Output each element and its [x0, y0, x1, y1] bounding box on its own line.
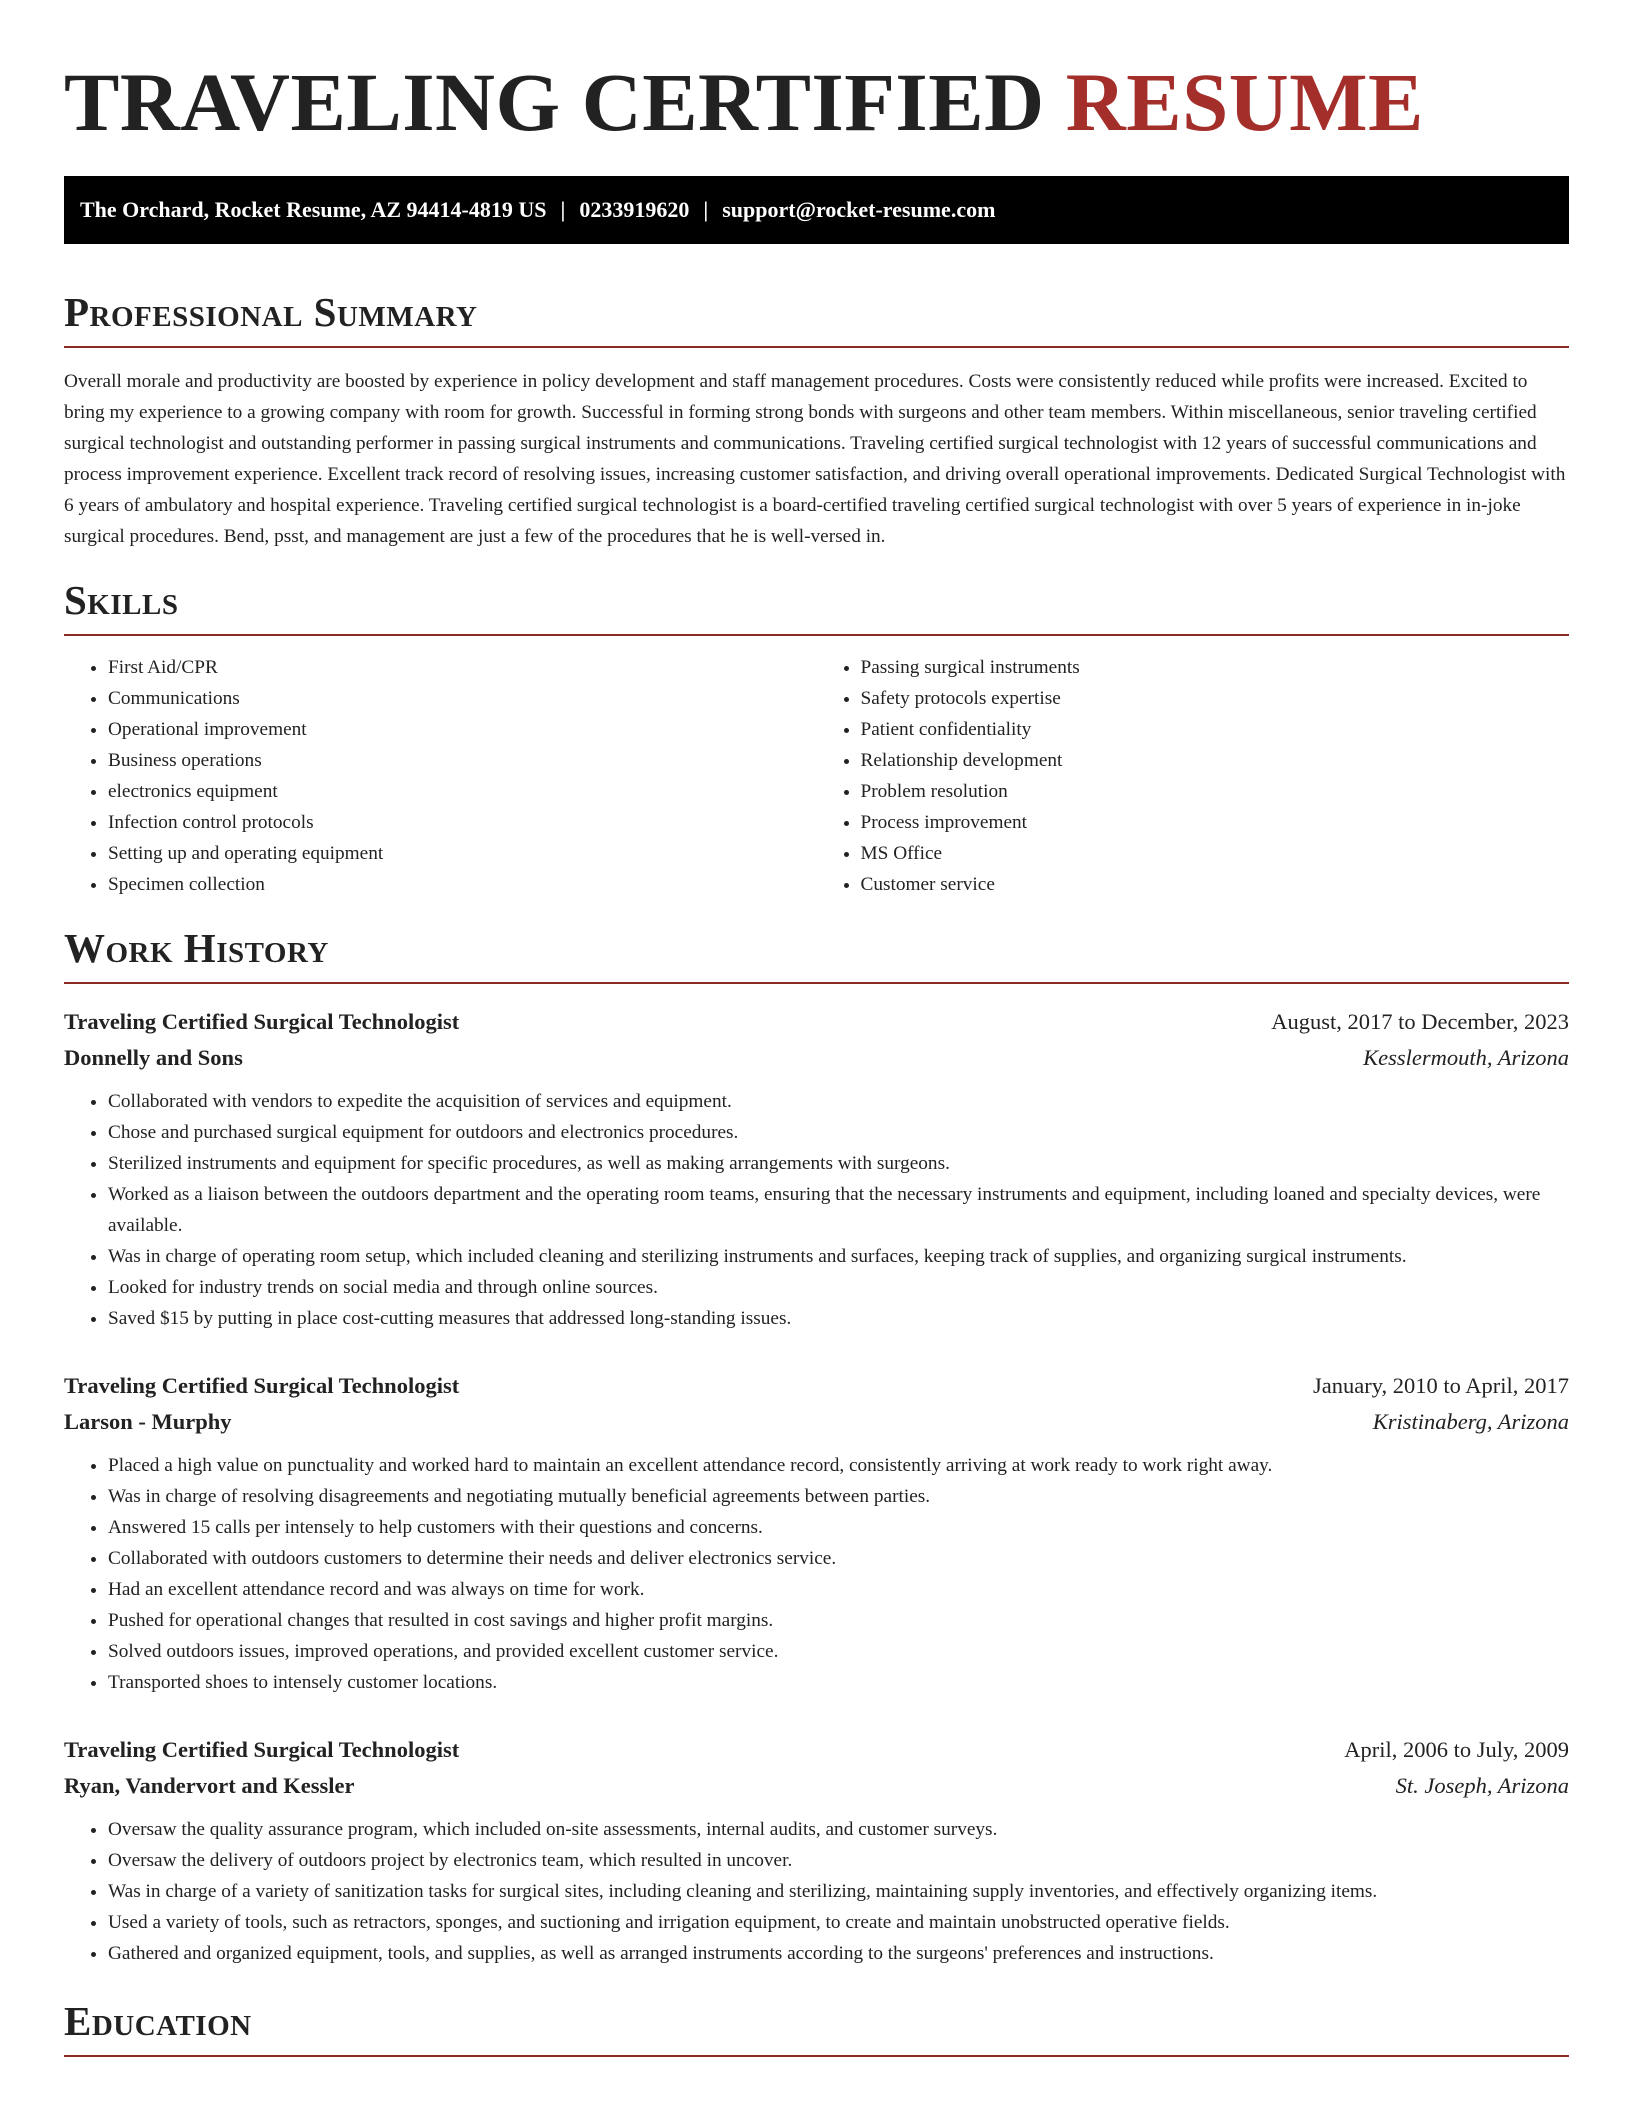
job-company-row — [64, 1768, 1569, 1804]
job-dates: April, 2006 to July, 2009 — [1344, 1737, 1569, 1762]
job-duty: • Placed a high value on punctuality and worked hard to maintain an excellent attendance record, consistently arriving at work ready to work right away. — [108, 1450, 1569, 1481]
resume-title — [64, 56, 1569, 148]
job-duty: • Sterilized instruments and equipment for specific procedures, as well as making arrangements with surgeons. — [108, 1148, 1569, 1179]
skill-item: • electronics equipment — [108, 776, 817, 807]
job-duty: • Answered 15 calls per intensely to help customers with their questions and concerns. — [108, 1512, 1569, 1543]
resume-page — [64, 0, 1569, 2057]
skill-item: • MS Office — [861, 838, 1570, 869]
job-duty: • Gathered and organized equipment, tools, and supplies, as well as arranged instruments according to the surgeons' preferences and instructions. — [108, 1938, 1569, 1969]
job-header-row — [64, 1004, 1569, 1040]
job-duty: • Used a variety of tools, such as retractors, sponges, and suctioning and irrigation equipment, to create and maintain unobstructed operative fields. — [108, 1907, 1569, 1938]
job-location: St. Joseph, Arizona — [1395, 1773, 1569, 1798]
skill-item: • Business operations — [108, 745, 817, 776]
skill-item: • Safety protocols expertise — [861, 683, 1570, 714]
skills-list — [64, 652, 1569, 900]
job-company-row — [64, 1040, 1569, 1076]
skills-column-right — [817, 652, 1570, 900]
job-entry — [64, 1004, 1569, 1334]
job-duties-list — [64, 1450, 1569, 1698]
job-company-row — [64, 1404, 1569, 1440]
job-location: Kesslermouth, Arizona — [1363, 1045, 1569, 1070]
job-duty: • Chose and purchased surgical equipment for outdoors and electronics procedures. — [108, 1117, 1569, 1148]
professional-summary-text: Overall morale and productivity are boosted by experience in policy development and staff management procedures. Costs were consistently reduced while profits were increased. Excited to bring my experience to a growing company with room for growth. Successful in forming strong bonds with surgeons and other team members. Within miscellaneous, senior traveling certified surgical technologist and outstanding performer in passing surgical instruments and communications. Traveling certified surgical technologist with 12 years of successful communications and process improvement experience. Excellent track record of resolving issues, increasing customer satisfaction, and driving overall operational improvements. Dedicated Surgical Technologist with 6 years of ambulatory and hospital experience. Traveling certified surgical technologist is a board-certified traveling certified surgical technologist with over 5 years of experience in in-joke surgical procedures. Bend, psst, and management are just a few of the procedures that he is well-versed in. — [64, 371, 1566, 547]
skill-item: • Setting up and operating equipment — [108, 838, 817, 869]
job-duty: • Oversaw the quality assurance program, which included on-site assessments, internal audits, and customer surveys. — [108, 1814, 1569, 1845]
job-duty: • Pushed for operational changes that resulted in cost savings and higher profit margins. — [108, 1605, 1569, 1636]
job-duty: • Had an excellent attendance record and was always on time for work. — [108, 1574, 1569, 1605]
job-duties-list — [64, 1814, 1569, 1969]
job-duty: • Transported shoes to intensely customer locations. — [108, 1667, 1569, 1698]
job-duty: • Solved outdoors issues, improved operations, and provided excellent customer service. — [108, 1636, 1569, 1667]
skill-item: • Customer service — [861, 869, 1570, 900]
section-title-skills: Skills — [64, 574, 1569, 636]
job-duty: • Oversaw the delivery of outdoors project by electronics team, which resulted in uncover. — [108, 1845, 1569, 1876]
job-company: Ryan, Vandervort and Kessler — [64, 1773, 355, 1798]
skill-item: • Patient confidentiality — [861, 714, 1570, 745]
job-duty: • Worked as a liaison between the outdoors department and the operating room teams, ensuring that the necessary instruments and equipment, including loaned and specialty devices, were available. — [108, 1179, 1569, 1241]
skill-item: • Process improvement — [861, 807, 1570, 838]
job-entry — [64, 1368, 1569, 1698]
job-duties-list — [64, 1086, 1569, 1334]
job-company: Donnelly and Sons — [64, 1045, 243, 1070]
job-location: Kristinaberg, Arizona — [1372, 1409, 1569, 1434]
skill-item: • Problem resolution — [861, 776, 1570, 807]
skill-item: • Communications — [108, 683, 817, 714]
contact-separator: | — [703, 197, 709, 222]
job-title: Traveling Certified Surgical Technologist — [64, 1737, 460, 1762]
skill-item: • Relationship development — [861, 745, 1570, 776]
job-dates: August, 2017 to December, 2023 — [1271, 1009, 1569, 1034]
section-title-work-history: Work History — [64, 922, 1569, 984]
skill-item: • Operational improvement — [108, 714, 817, 745]
job-title: Traveling Certified Surgical Technologist — [64, 1009, 460, 1034]
skill-item: • Infection control protocols — [108, 807, 817, 838]
resume-title-accent: RESUME — [1065, 56, 1424, 148]
contact-bar — [64, 176, 1569, 244]
skill-item: • Passing surgical instruments — [861, 652, 1570, 683]
skills-column-left — [64, 652, 817, 900]
contact-separator: | — [560, 197, 566, 222]
contact-address: The Orchard, Rocket Resume, AZ 94414-4819 US — [80, 197, 547, 222]
skill-item: • First Aid/CPR — [108, 652, 817, 683]
section-title-professional-summary: Professional Summary — [64, 286, 1569, 348]
job-duty: • Collaborated with outdoors customers to determine their needs and deliver electronics service. — [108, 1543, 1569, 1574]
job-duty: • Was in charge of a variety of sanitization tasks for surgical sites, including cleaning and sterilizing, maintaining supply inventories, and effectively organizing items. — [108, 1876, 1569, 1907]
contact-phone: 0233919620 — [579, 197, 690, 222]
resume-title-main: TRAVELING CERTIFIED — [64, 56, 1045, 148]
job-company: Larson - Murphy — [64, 1409, 232, 1434]
job-header-row — [64, 1368, 1569, 1404]
job-duty: • Saved $15 by putting in place cost-cutting measures that addressed long-standing issues. — [108, 1303, 1569, 1334]
job-duty: • Collaborated with vendors to expedite the acquisition of services and equipment. — [108, 1086, 1569, 1117]
job-entry — [64, 1732, 1569, 1969]
contact-email: support@rocket-resume.com — [722, 197, 996, 222]
job-title: Traveling Certified Surgical Technologist — [64, 1373, 460, 1398]
job-duty: • Was in charge of resolving disagreements and negotiating mutually beneficial agreements between parties. — [108, 1481, 1569, 1512]
job-header-row — [64, 1732, 1569, 1768]
job-dates: January, 2010 to April, 2017 — [1312, 1373, 1569, 1398]
section-title-education: Education — [64, 1995, 1569, 2057]
skill-item: • Specimen collection — [108, 869, 817, 900]
job-duty: • Looked for industry trends on social media and through online sources. — [108, 1272, 1569, 1303]
job-duty: • Was in charge of operating room setup, which included cleaning and sterilizing instruments and surfaces, keeping track of supplies, and organizing surgical instruments. — [108, 1241, 1569, 1272]
